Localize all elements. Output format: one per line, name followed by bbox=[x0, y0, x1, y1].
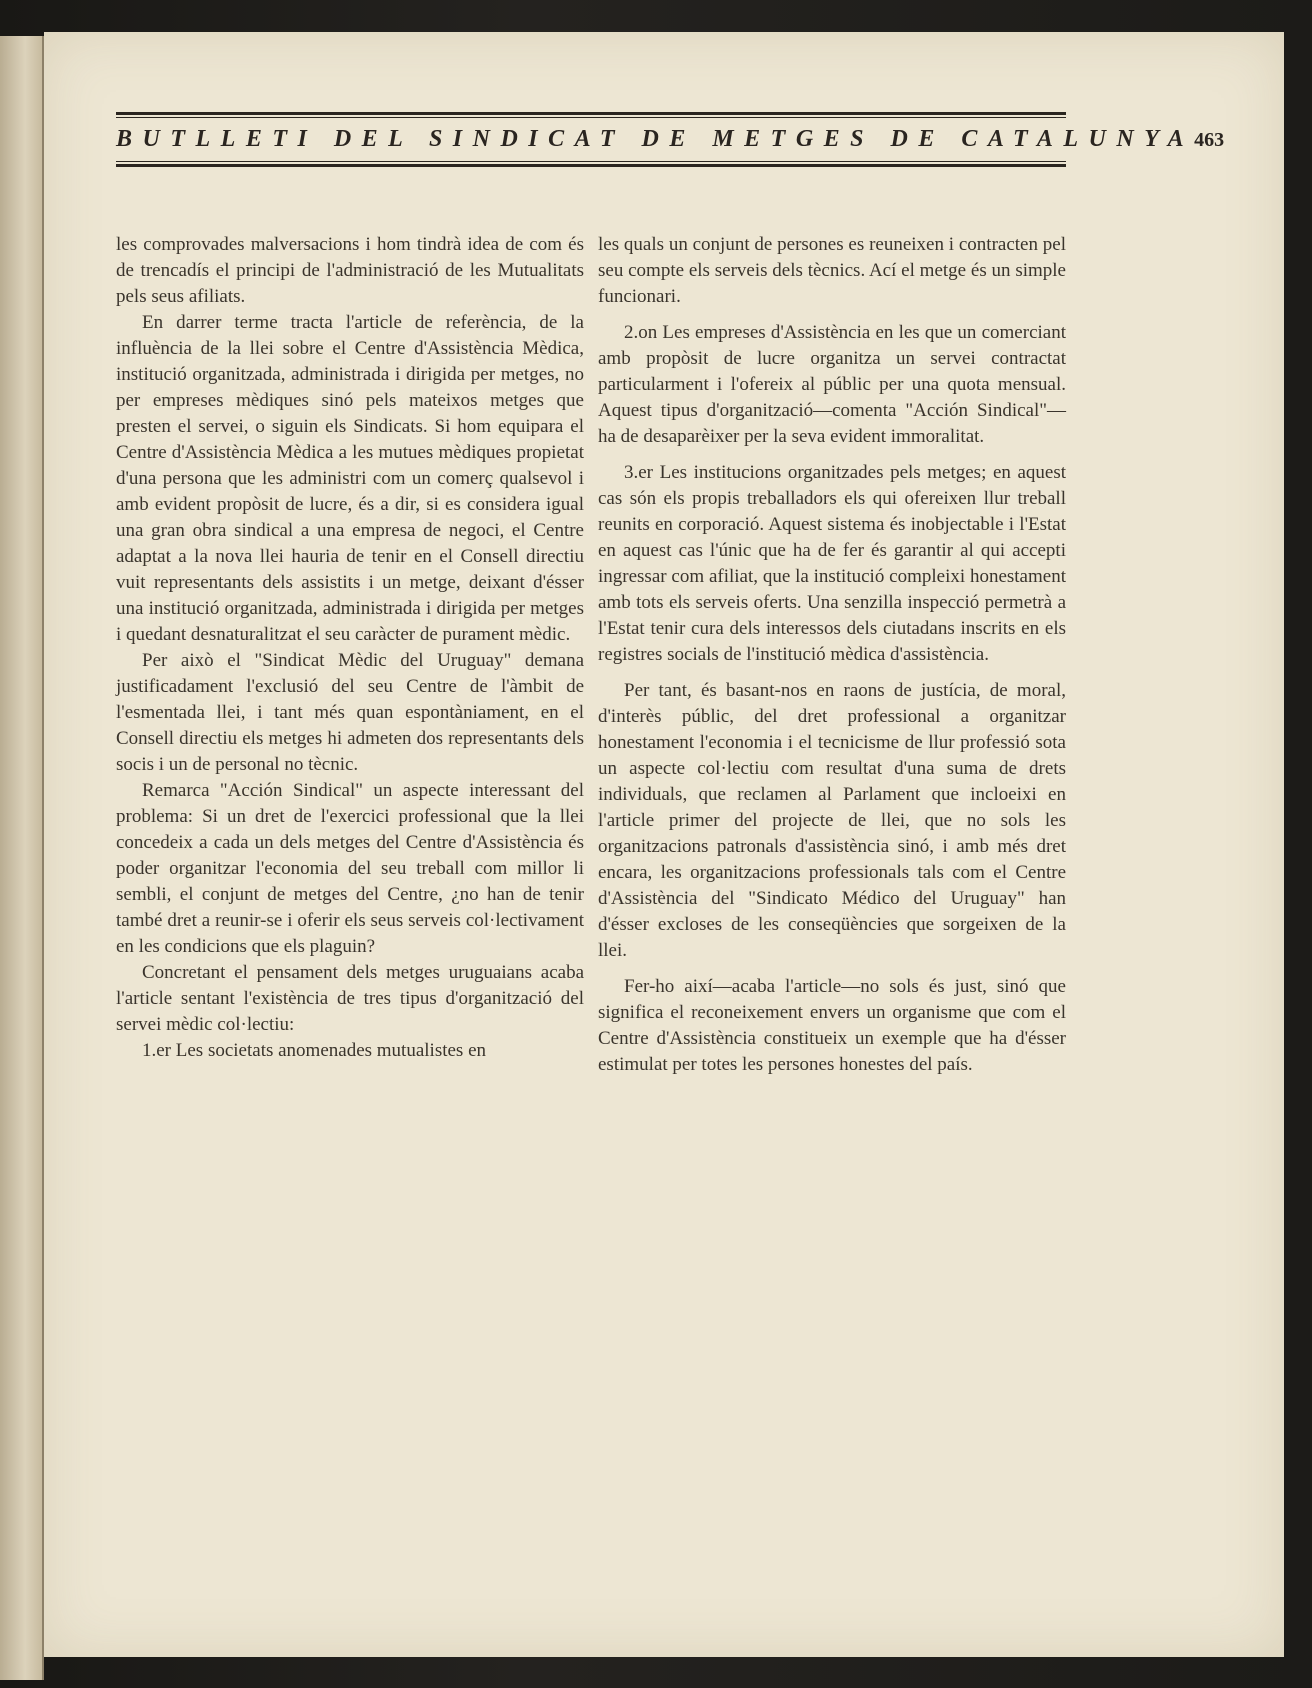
header-rule-top bbox=[116, 112, 1066, 115]
running-header bbox=[116, 112, 1225, 167]
left-paragraph: Remarca "Acción Sindical" un aspecte interessant del problema: Si un dret de l'exercici professional que la llei concedeix a cada un dels metges del Centre d'Assistència és poder organitzar l'economia del seu treball com millor li sembli, el conjunt de metges del Centre, ¿no han de tenir també dret a reunir-se i oferir els seus serveis col·lectivament en les condicions que els plaguin? bbox=[116, 780, 584, 957]
page-number: 463 bbox=[1194, 129, 1225, 151]
right-paragraph: Per tant, és basant-nos en raons de justícia, de moral, d'interès públic, del dret professional a organitzar honestament l'economia i el tecnicisme de llur professió sota un aspecte col·lectiu com resultat d'una suma de drets individuals, que reclamen al Parlament que incloeixi en l'article primer del projecte de llei, que no sols les organitzacions patronals d'assistència sinó, i amb més dret encara, les organitzacions professionals tals com el Centre d'Assistència del "Sindicato Médico del Uruguay" han d'ésser excloses de les conseqüències que sorgeixen de la llei. bbox=[598, 680, 1066, 961]
header-rule-bottom bbox=[116, 164, 1066, 167]
header-rule-bottom-thin bbox=[116, 161, 1066, 162]
left-paragraph: les comprovades malversacions i hom tindrà idea de com és de trencadís el principi de l'administració de les Mutualitats pels seus afiliats. bbox=[116, 234, 584, 307]
right-column bbox=[598, 232, 1066, 1078]
left-paragraph: Concretant el pensament dels metges uruguaians acaba l'article sentant l'existència de tres tipus d'organització del servei mèdic col·lectiu: bbox=[116, 962, 584, 1035]
right-paragraph: 3.er Les institucions organitzades pels metges; en aquest cas són els propis treballadors els qui ofereixen llur treball reunits en corporació. Aquest sistema és inobjectable i l'Estat en aquest cas l'únic que ha de fer és garantir al qui accepti ingressar com afiliat, que la institució compleixi honestament amb tots els serveis oferts. Una senzilla inspecció permetrà a l'Estat tenir cura dels interessos dels ciutadans inscrits en els registres socials de l'institució mèdica d'assistència. bbox=[598, 462, 1066, 665]
left-paragraph: En darrer terme tracta l'article de referència, de la influència de la llei sobre el Centre d'Assistència Mèdica, institució organitzada, administrada i dirigida per metges, no per empreses mèdiques sinó pels mateixos metges que presten el servei, o siguin els Sindicats. Si hom equipara el Centre d'Assistència Mèdica a les mutues mèdiques propietat d'una persona que les administri com un comerç qualsevol i amb evident propòsit de lucre, és a dir, si es considera igual una gran obra sindical a una empresa de negoci, el Centre adaptat a la nova llei hauria de tenir en el Consell directiu vuit representants dels assistits i un metge, deixant d'ésser una institució organitzada, administrada i dirigida per metges i quedant desnaturalitzat el seu caràcter de purament mèdic. bbox=[116, 312, 584, 645]
right-paragraph: 2.on Les empreses d'Assistència en les que un comerciant amb propòsit de lucre organitza un servei contractat particularment i l'ofereix al públic per una quota mensual. Aquest tipus d'organització—comenta "Acción Sindical"—ha de desaparèixer per la seva evident immoralitat. bbox=[598, 322, 1066, 447]
header-row bbox=[116, 118, 1225, 159]
left-paragraph: 1.er Les societats anomenades mutualistes en bbox=[142, 1040, 487, 1061]
left-paragraph: Per això el "Sindicat Mèdic del Uruguay" demana justificadament l'exclusió del seu Centre de l'àmbit de l'esmentada llei, i tant més quan espontàniament, en el Consell directiu els metges hi admeten dos representants dels socis i un de personal no tècnic. bbox=[116, 650, 584, 775]
journal-title: BUTLLETI DEL SINDICAT DE METGES DE CATALUNYA bbox=[116, 126, 1195, 152]
right-paragraph: les quals un conjunt de persones es reuneixen i contracten pel seu compte els serveis dels tècnics. Ací el metge és un simple funcionari. bbox=[598, 234, 1066, 307]
left-column bbox=[116, 232, 584, 1078]
previous-page-edge bbox=[0, 36, 44, 1680]
right-paragraph: Fer-ho així—acaba l'article—no sols és just, sinó que significa el reconeixement envers un organisme que com el Centre d'Assistència constitueix un exemple que ha d'ésser estimulat per totes les persones honestes del país. bbox=[598, 976, 1066, 1075]
article-body bbox=[116, 232, 1066, 1078]
